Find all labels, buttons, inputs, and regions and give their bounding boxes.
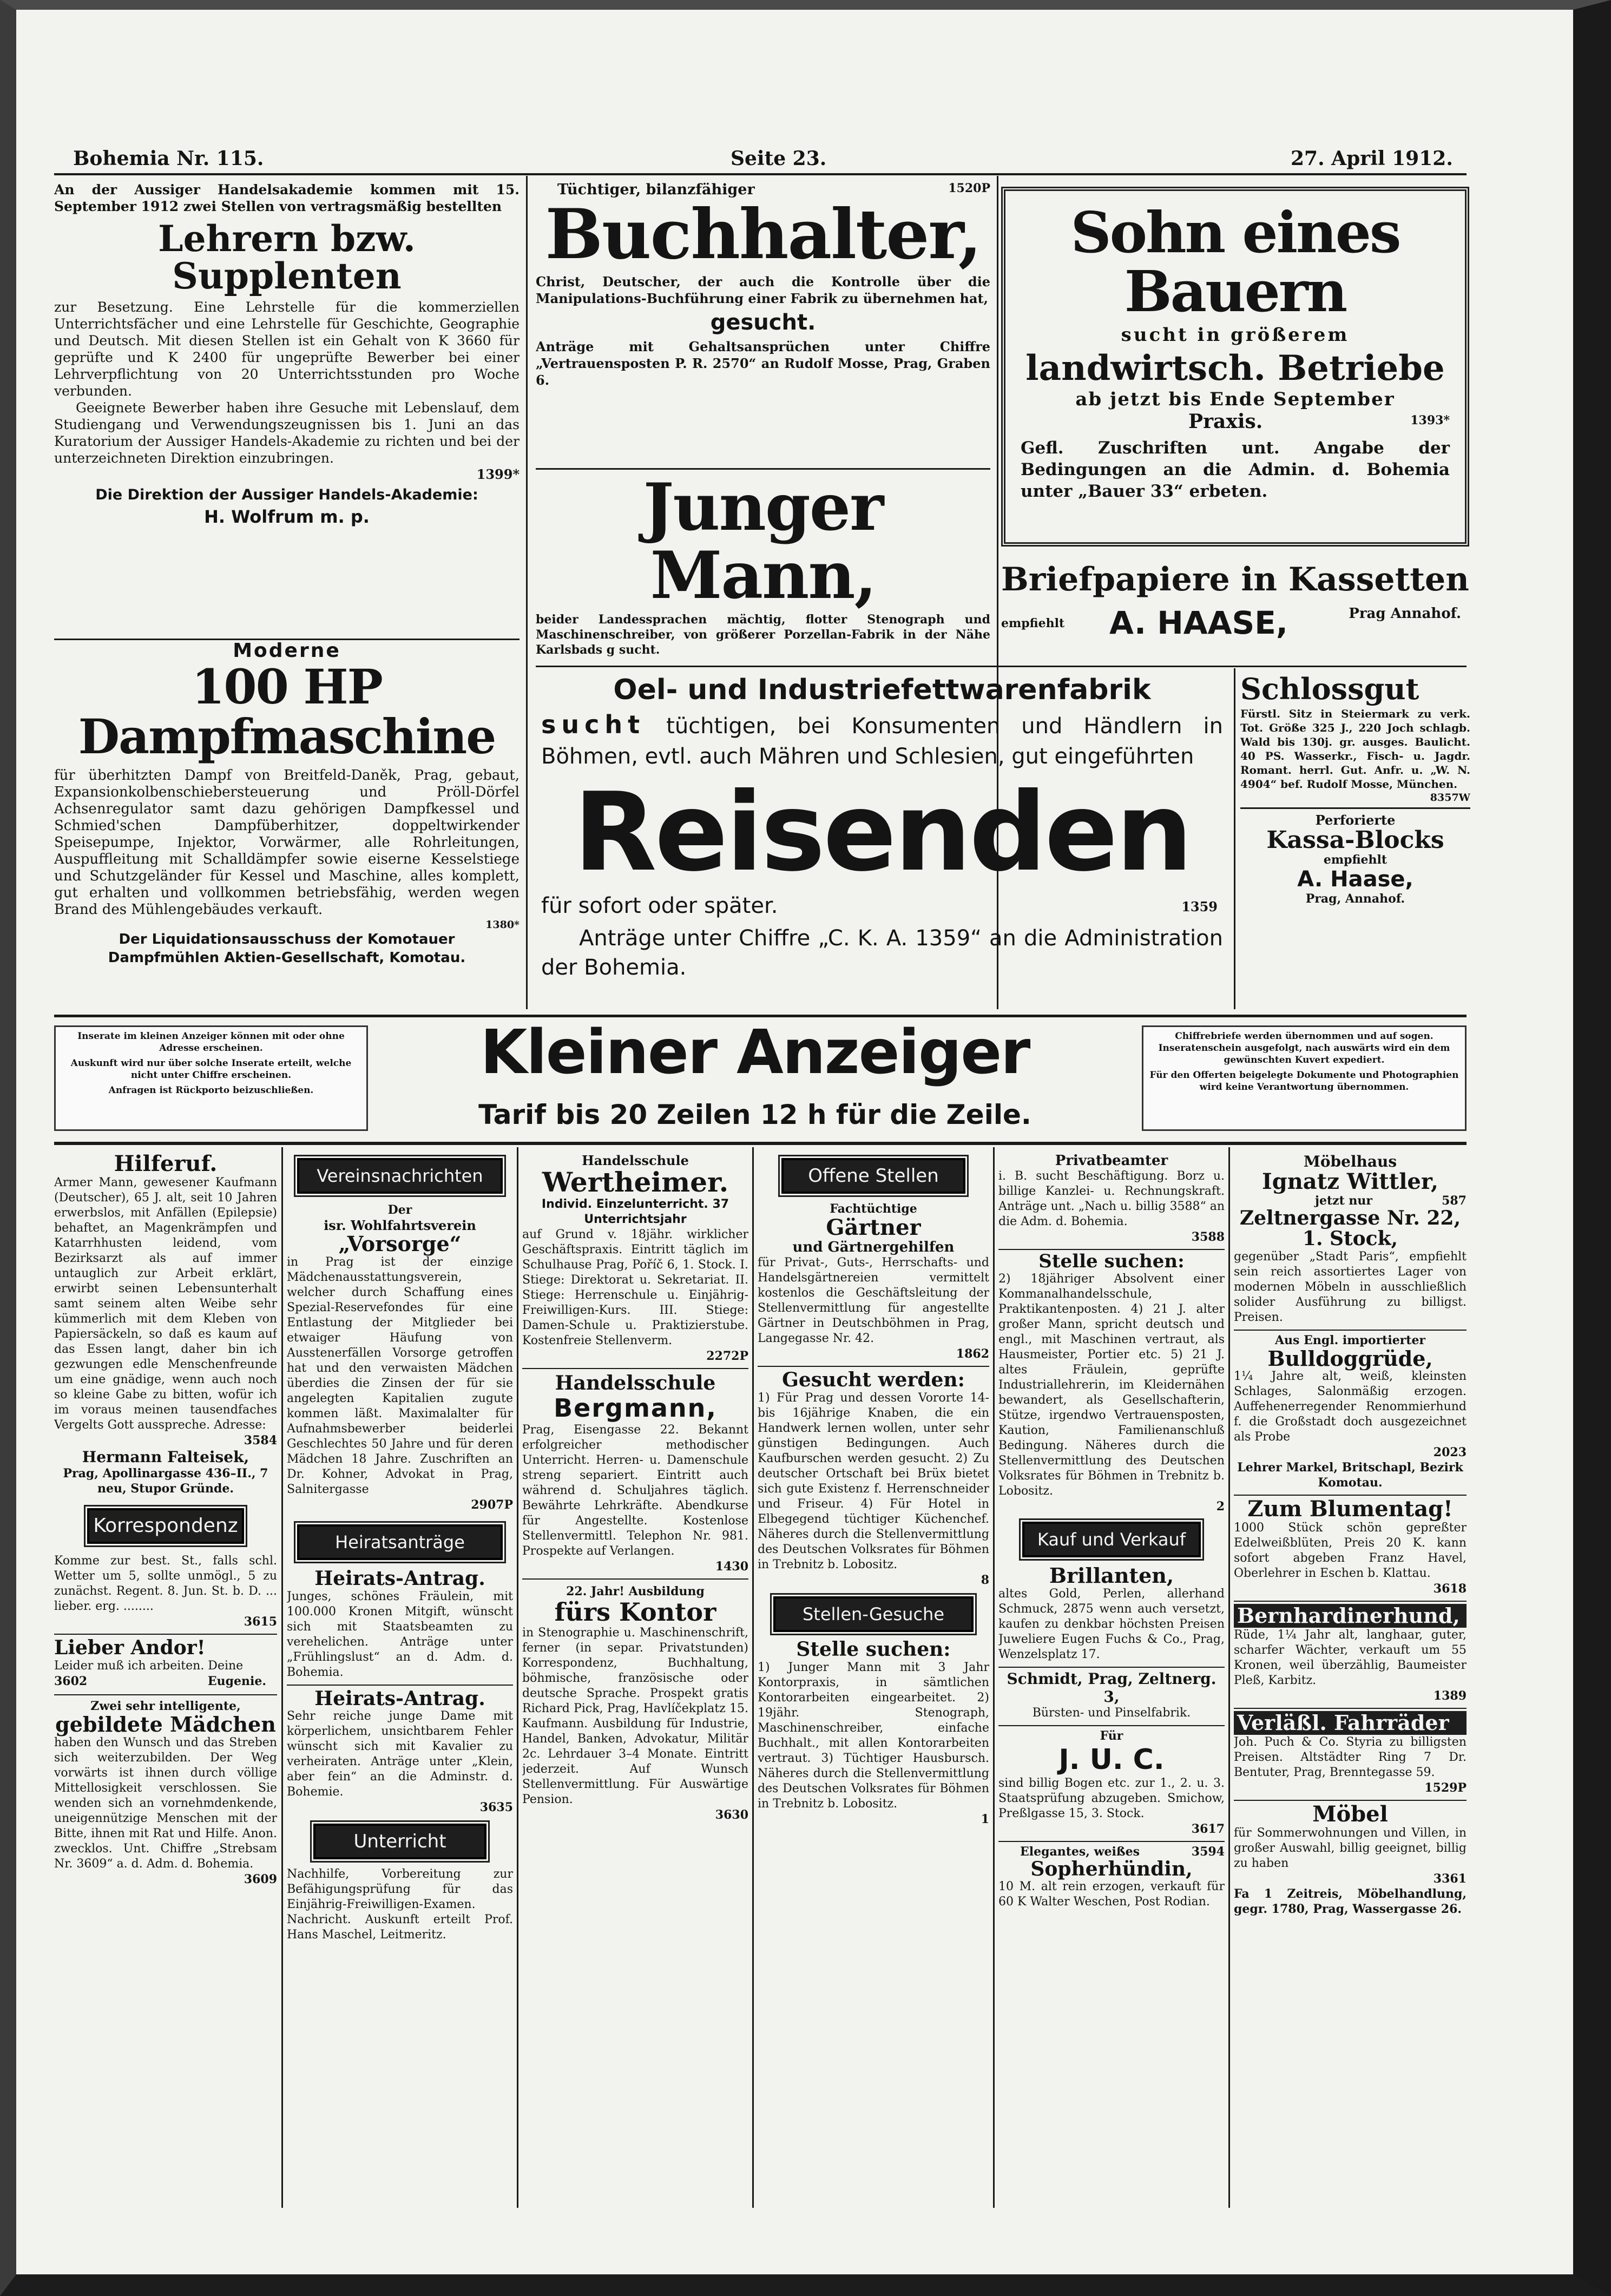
ad-number: 3615 <box>244 1615 277 1629</box>
column-rule <box>1234 668 1235 1009</box>
ad-body: altes Gold, Perlen, allerhand Schmuck, 2875 wenn auch versetzt, kaufen zu denkbar höchsten Preisen Juweliere Eugen Fuchs & Co., Prag, Wenzelsplatz 17. <box>998 1587 1225 1661</box>
ad-body: sind billig Bogen etc. zur 1., 2. u. 3. Staatsprüfung abzugeben. Smichow, Preßlgasse 15, 3. Stock. <box>998 1776 1225 1820</box>
ad-body: in Prag ist der einzige Mädchenausstattungsverein, welcher durch Schaffung eines Spezial-Reservefondes für eine Entlastung der Mitglieder bei etwaiger Häufung von Ausstenerfällen Vorsorge getroffen hat und den verwaisten Mädchen überdies die Zinsen der für sie angelegten Kapitalien zugute kommen läßt. Maximalalter für Aufnahmsbewerber beiderlei Geschlechtes 50 Jahre und für deren Mädchen 18 Jahre. Zuschriften an Dr. Kohner, Advokat in Prag, Salnitergasse <box>287 1255 513 1496</box>
ad-number: 3588 <box>1191 1230 1225 1244</box>
ad-number: 1389 <box>1433 1689 1467 1703</box>
ad-headline: Brillanten, <box>1049 1563 1174 1588</box>
ad-address: Prag, Apollinargasse 436–II., 7 neu, Stupor Gründe. <box>63 1466 268 1496</box>
ad-body: Junges, schönes Fräulein, mit 100.000 Kronen Mitgift, wünscht sich mit Staatsbeamten zu verehelichen. Anträge unter „Frühlingslust“ an d. Adm. d. Bohemia. <box>287 1589 513 1679</box>
ad-number: 1430 <box>715 1560 748 1574</box>
small-ads-col4 <box>758 1153 989 2208</box>
ad-body: Christ, Deutscher, der auch die Kontrolle über die Manipulations-Buchführung einer Fabrik zu übernehmen hat, <box>536 274 990 307</box>
ad-body: Bürsten- und Pinselfabrik. <box>1032 1706 1191 1720</box>
ad-number: 1393* <box>1410 413 1450 428</box>
small-ads-col6 <box>1234 1153 1467 2208</box>
ad-headline: Schmidt, Prag, Zeltnerg. 3, <box>1007 1669 1217 1706</box>
ad-headline: Hilferuf. <box>114 1153 218 1176</box>
ad-reisenden <box>536 674 1228 1009</box>
ad-number: 1520P <box>948 181 990 195</box>
ad-number: 3617 <box>1191 1821 1225 1836</box>
ad-body: haben den Wunsch und das Streben sich weiterzubilden. Der Weg vorwärts ist ihnen durch völlige Mittellosigkeit verschlossen. Sie wenden sich an vornehmdenkende, uneigennützige Menschen mit der Bitte, ihnen mit Rat und Hilfe. Anon. zwecklos. Unt. Chiffre „Strebsam Nr. 3609“ a. d. Adm. d. Bohemia. <box>54 1735 277 1871</box>
ad-body: Armer Mann, gewesener Kaufmann (Deutscher), 65 J. alt, seit 10 Jahren erwerbslos, mit Anfällen (Epilepsie) behaftet, an Magenkrämpfen und Katarrhhusten leidend, vom Bezirksarzt als auf immer untauglich zur Arbeit erklärt, erwirbt seinen Lebensunterhalt samt seinem alten Weibe sehr kümmerlich mit dem Kleben von Papiersäckeln, so daß es kaum auf das Essen langt, daher bin ich gezwungen edle Menschenfreunde um eine gnädige, wenn auch noch so kleine Gabe zu bitten, wofür ich im voraus meinen tausendfaches Vergelts Gott ausspreche. Adresse: <box>54 1176 277 1432</box>
ad-number: 587 <box>1442 1194 1467 1208</box>
ad-headline: Bergmann, <box>554 1393 717 1423</box>
ad-line: Oel- und Industriefettwarenfabrik <box>613 674 1151 706</box>
ad-number: 8357W <box>1430 791 1470 804</box>
section-vereinsnachrichten: Vereinsnachrichten <box>297 1158 503 1194</box>
ad-headline: Junger Mann, <box>643 473 883 614</box>
small-ads-col2 <box>287 1153 513 2208</box>
ad-headline: Sopherhündin, <box>1030 1857 1193 1880</box>
banner-title: Kleiner Anzeiger <box>480 1017 1030 1088</box>
ad-body: sucht tüchtigen, bei Konsumenten und Händlern in Böhmen, evtl. auch Mähren und Schlesien, gut eingeführten <box>541 710 1223 769</box>
divider <box>1240 807 1470 809</box>
ad-line: Der <box>387 1203 412 1217</box>
ad-signature: Eugenie. <box>207 1674 266 1688</box>
ad-headline: gebildete Mädchen <box>55 1712 276 1736</box>
ad-headline: Buchhalter, <box>545 194 981 274</box>
ad-line: ab jetzt bis Ende September <box>1075 389 1395 411</box>
ad-top: Tüchtiger, bilanzfähiger <box>557 181 755 198</box>
ad-line: Praxis. <box>1188 410 1263 433</box>
ad-line: Prag, Annahof. <box>1305 891 1405 906</box>
section-offene-stellen: Offene Stellen <box>781 1158 965 1194</box>
ad-body: Sehr reiche junge Dame mit körperlichem, unsichtbarem Fehler wünscht sich mit Kavalier zu verheiraten. Anträge unter „Klein, aber fein“ an die Adminstr. d. Bohemie. <box>287 1709 513 1799</box>
ad-number: 1862 <box>956 1347 989 1361</box>
ad-signature: Die Direktion der Aussiger Handels-Akademie: <box>95 486 478 503</box>
ad-number: 8 <box>981 1573 989 1587</box>
header-center: Seite 23. <box>731 147 827 170</box>
ad-line: Handelsschule <box>582 1153 689 1168</box>
ad-line: Möbelhaus <box>1303 1153 1397 1170</box>
section-korrespondenz: Korrespondenz <box>87 1508 244 1544</box>
ad-headline: Gesucht werden: <box>782 1369 965 1391</box>
ad-body: zur Besetzung. Eine Lehrstelle für die kommerziellen Unterrichtsfächer und eine Lehrstelle für Geschichte, Geographie und Deutsch. Mit diesen Stellen ist ein Gehalt von K 3660 für geprüfte und K 2400 für ungeprüfte Bewerber bei einer Lehrverpflichtung von 20 Unterrichtsstunden pro Woche verbunden. <box>54 299 520 399</box>
ad-number: 2907P <box>471 1497 513 1512</box>
ad-line: Aus Engl. importierter <box>1274 1333 1426 1347</box>
column-rule <box>1228 1147 1230 2208</box>
banner-tarif: Tarif bis 20 Zeilen 12 h für die Zeile. <box>478 1099 1031 1130</box>
ad-top: Zwei sehr intelligente, <box>90 1699 241 1713</box>
ad-line: Perforierte <box>1315 812 1396 828</box>
ad-top: Moderne <box>233 640 341 662</box>
ad-intro: An der Aussiger Handelsakademie kommen mit 15. September 1912 zwei Stellen von vertragsmäßig bestellten <box>54 182 520 214</box>
column-rule <box>752 1147 754 2208</box>
ad-body: Nachhilfe, Vorbereitung zur Befähigungsprüfung für das Einjährig-Freiwilligen-Examen. Nachricht. Auskunft erteilt Prof. Hans Maschel, Leitmeritz. <box>287 1867 513 1942</box>
ad-body: 2) 18jähriger Absolvent einer Kommanalhandelsschule, Praktikantenposten. 4) 21 J. alter großer Mann, spricht deutsch und engl., mit Maschinen vertraut, als Hausmeister, Portier etc. 5) 21 J. altes Fräulein, geprüfte Industriallehrerin, im Kleidernähen bewandert, als Gesellschafterin, Stütze, irgendwo Vertrauensposten, Kaution, Familienanschluß Bedingung. Näheres durch die Stellenvermittlung des Deutschen Volksrates für Böhmen in Trebnitz b. Lobositz. <box>998 1272 1225 1498</box>
ad-headline: Ignatz Wittler, <box>1262 1169 1438 1194</box>
ad-headline: Zum Blumentag! <box>1247 1496 1453 1522</box>
ad-headline: Wertheimer. <box>542 1166 729 1198</box>
ad-number: 1 <box>981 1812 989 1826</box>
ad-number: 1399* <box>476 466 520 482</box>
ad-name: A. HAASE, <box>1109 604 1288 641</box>
ad-signature: Der Liquidationsausschuss der Komotauer <box>119 931 455 948</box>
ad-wanted: gesucht. <box>710 310 816 335</box>
ad-body: in Stenographie u. Maschinenschrift, ferner (in separ. Privatstunden) Korrespondenz, Buchhaltung, böhmische, französische oder deutsche Sprache. Prospekt gratis Richard Pick, Prag, Havlíčekplatz 15. Kaufmann. Ausbildung für Industrie, Handel, Banken, Advokatur, Militär 2c. Lehrdauer 3–4 Monate. Eintritt jederzeit. Auf Wunsch Stellenvermittlung. Für Auswärtige Pension. <box>522 1626 748 1806</box>
section-kauf-und-verkauf: Kauf und Verkauf <box>1022 1522 1201 1557</box>
ad-body: Komme zur best. St., falls schl. Wetter um 5, sollte unmögl., 5 zu zunächst. Regent. 8. Jun. St. b. D. ... lieber. erg. ........ <box>54 1554 277 1613</box>
ad-body: Rüde, 1¼ Jahr alt, langhaar, guter, scharfer Wächter, verkauft um 55 Kronen, weil überzählig, Baumeister Pleß, Karbitz. <box>1234 1628 1467 1688</box>
ad-reply: Anträge mit Gehaltsansprüchen unter Chiffre „Vertrauensposten P. R. 2570“ an Rudolf Mosse, Prag, Graben 6. <box>536 339 990 389</box>
ad-number: 3602 <box>54 1674 88 1688</box>
header-right: 27. April 1912. <box>1291 147 1453 170</box>
ad-line: Handelsschule <box>555 1371 716 1394</box>
ad-number: 1359 <box>1181 899 1218 915</box>
ad-headline: Heirats-Antrag. <box>314 1687 485 1710</box>
ad-body: Joh. Puch & Co. Styria zu billigsten Preisen. Altstädter Ring 7 Dr. Bentuter, Prag, Brenntegasse 59. <box>1234 1735 1467 1780</box>
section-unterricht: Unterricht <box>313 1824 486 1859</box>
ad-body: 1000 Stück schön gepreßter Edelweißblüten, Preis 20 K. kann sofort abgeben Franz Havel, Oberlehrer in Eschen b. Klattau. <box>1234 1521 1467 1581</box>
ad-line: Prag Annahof. <box>1349 606 1461 622</box>
ad-briefpapiere <box>1001 563 1469 657</box>
header-left: Bohemia Nr. 115. <box>73 147 264 170</box>
ad-line: Individ. Einzelunterricht. 37 Unterrichtsjahr <box>541 1197 729 1226</box>
ad-line: isr. Wohlfahrtsverein <box>324 1218 476 1233</box>
ad-number: 3594 <box>1191 1844 1225 1859</box>
ad-number: 1380* <box>485 918 520 931</box>
ad-line: für sofort oder später. <box>541 893 778 918</box>
ad-headline: Bernhardinerhund, <box>1234 1604 1467 1628</box>
ad-headline: Sohn eines Bauern <box>1070 199 1400 325</box>
section-heiratsantraege: Heiratsanträge <box>297 1524 503 1560</box>
ad-junger-mann <box>536 473 990 657</box>
column-rule <box>281 1147 283 2208</box>
ad-line: sucht in größerem <box>1121 324 1350 346</box>
small-ads-col5 <box>998 1153 1225 2208</box>
ad-number: 3630 <box>715 1807 748 1822</box>
ad-headline: J. U. C. <box>1058 1743 1165 1776</box>
ad-headline: Möbel <box>1312 1801 1388 1827</box>
divider <box>536 468 990 470</box>
ad-line: 22. Jahr! Ausbildung <box>566 1584 705 1599</box>
ad-body: Prag, Eisengasse 22. Bekannt erfolgreicher methodischer Unterricht. Herren- u. Damenschule streng separiert. Eintritt auch während d. Schuljahres täglich. Bewährte Lehrkräfte. Abendkurse für Angestellte. Kostenlose Stellenvermittl. Telephon Nr. 981. Prospekte auf Verlangen. <box>522 1423 748 1558</box>
ad-headline: Schlossgut <box>1240 674 1419 706</box>
header-rule <box>54 173 1467 175</box>
ad-body: auf Grund v. 18jähr. wirklicher Geschäftspraxis. Eintritt täglich im Schulhause Prag, Poříč 6, 1. Stock. I. Stiege: Direktorat u. Sekretariat. II. Stiege: Herrenschule u. Einjährig-Freiwilligen-Kurs. III. Stiege: Damen-Schule u. Praktizierstube. Kostenfreie Stellenverm. <box>522 1227 748 1347</box>
ad-buchhalter <box>536 181 990 463</box>
ad-body: Gefl. Zuschriften unt. Angabe der Bedingungen an die Admin. d. Bohemia unter „Bauer 33“ erbeten. <box>1021 438 1450 502</box>
banner-info-right: Chiffrebriefe werden übernommen und auf sogen. Inseratenschein ausgefolgt, nach auswärts wird ein dem gewünschten Kuvert expediert. Für den Offerten beigelegte Dokumente und Photographien wird keine Verantwortung übernommen. <box>1142 1025 1467 1131</box>
ad-body: 1¼ Jahre alt, weiß, kleinsten Schlages, Salonmäßig erzogen. Auffehenerregender Renommierhund f. die Großstadt doch ausgezeichnet als Probe <box>1234 1370 1467 1444</box>
ad-signature: Lehrer Markel, Britschapl, Bezirk Komotau. <box>1237 1461 1463 1490</box>
ad-number: 3618 <box>1433 1582 1467 1596</box>
ad-supplenten <box>54 181 520 641</box>
ad-line: empfiehlt <box>1001 616 1065 630</box>
banner-info-left: Inserate im kleinen Anzeiger können mit oder ohne Adresse erscheinen. Auskunft wird nur über solche Inserate erteilt, welche nicht unter Chiffre erscheinen. Anfragen ist Rückporto beizuschließen. <box>54 1025 368 1131</box>
ad-body: Geeignete Bewerber haben ihre Gesuche mit Lebenslauf, dem Studiengang und Verwendungszeugnissen bis 1. Juni an das Kuratorium der Aussiger Handels-Akademie zu richten und bei der unterzeichneten Direktion einzubringen. <box>54 399 520 466</box>
column-rule <box>517 1147 518 2208</box>
ad-body: für Sommerwohnungen und Villen, in großer Auswahl, billig geeignet, billig zu haben <box>1234 1826 1467 1871</box>
small-ads-col1 <box>54 1153 277 2208</box>
ad-line: Privatbeamter <box>1055 1153 1168 1169</box>
ad-body: für überhitzten Dampf von Breitfeld-Daněk, Prag, gebaut, Expansionkolbenschiebersteuerung und Pröll-Dörfel Achsenregulator samt dazu gehörigen Dampfkessel und Schmied'schen Dampfüberhitzer, doppeltwirkender Speisepumpe, Injektor, Vorwärmer, alle Rohrleitungen, Auspuffleitung mit Schalldämpfer sowie eiserne Kesselstiege und Schutzgeländer für Kessel und Maschine, alles komplett, gut erhalten und vollkommen betriebsfähig, werden wegen Brand des Mühlengebäudes verkauft. <box>54 767 520 918</box>
ad-body: für Privat-, Guts-, Herrschafts- und Handelsgärtnereien vermittelt kostenlos die Geschäftsleitung der Stellenvermittlung für angestellte Gärtner in Deutschböhmen in Prag, Langegasse Nr. 42. <box>758 1256 989 1345</box>
ad-signature: Hermann Falteisek, <box>82 1448 249 1466</box>
ad-number: 3609 <box>244 1872 277 1886</box>
ad-line: jetzt nur <box>1315 1194 1373 1208</box>
ad-name: A. Haase, <box>1297 866 1413 892</box>
ad-body: 1) Junger Mann mit 3 Jahr Kontorpraxis, in sämtlichen Kontorarbeiten eingearbeitet. 2) 19jähr. Stenograph, Maschinenschreiber, einfache Buchhalt., mit allen Kontorarbeiten vertraut. 3) Tüchtiger Hausbursch. Näheres durch die Stellenvermittlung des Deutschen Volksrates für Böhmen in Trebnitz b. Lobositz. <box>758 1660 989 1811</box>
ad-line: und Gärtnergehilfen <box>792 1239 955 1255</box>
ad-headline: fürs Kontor <box>554 1597 716 1627</box>
ad-body: beider Landessprachen mächtig, flotter Stenograph und Maschinenschreiber, von größerer Porzellan-Fabrik in der Nähe Karlsbads g sucht. <box>536 613 990 657</box>
ad-headline: Heirats-Antrag. <box>314 1567 485 1590</box>
ad-headline: Kassa-Blocks <box>1266 826 1444 854</box>
divider <box>536 666 1467 667</box>
ad-headline: 100 HP Dampfmaschine <box>78 659 496 765</box>
ad-body: gegenüber „Stadt Paris“, empfiehlt sein reich assortiertes Lager von modernen Möbeln in ausschließlich solider Ausführung zu billigst. Preisen. <box>1234 1249 1467 1324</box>
banner-rule <box>54 1142 1467 1145</box>
ad-address: Zeltnergasse Nr. 22, 1. Stock, <box>1239 1207 1461 1250</box>
ad-body: 1) Für Prag und dessen Vororte 14- bis 16jährige Knaben, die ein Handwerk lernen wollen, unter sehr günstigen Bedingungen. Auch Kaufburschen werden gesucht. 2) Zu deutscher Ortschaft bei Brüx bietet sich gute Existenz f. Herrenschneider und Friseur. 4) Für Hotel in Elbegegend tüchtiger Küchenchef. Näheres durch die Stellenvermittlung des Deutschen Volksrates für Böhmen in Trebnitz b. Lobositz. <box>758 1391 989 1571</box>
small-ads-col3 <box>522 1153 748 2208</box>
ad-headline: Stelle suchen: <box>796 1637 951 1661</box>
ad-signature: H. Wolfrum m. p. <box>204 506 370 527</box>
ad-body: 10 M. alt rein erzogen, verkauft für 60 K Walter Weschen, Post Rodian. <box>998 1880 1225 1909</box>
ad-sohn-bauern <box>1001 187 1469 547</box>
ad-headline: Lehrern bzw. Supplenten <box>158 218 416 298</box>
ad-headline: Lieber Andor! <box>54 1636 206 1659</box>
ad-line: Für <box>1100 1728 1123 1743</box>
column-rule <box>526 176 528 1009</box>
ad-dampfmaschine <box>54 640 520 1013</box>
ad-line: Fachtüchtige <box>830 1202 917 1216</box>
ad-signature: Dampfmühlen Aktien-Gesellschaft, Komotau. <box>108 949 466 966</box>
ad-line: empfiehlt <box>1323 852 1388 867</box>
ad-reply: Anträge unter Chiffre „C. K. A. 1359“ an die Administration der Bohemia. <box>541 926 1223 980</box>
ad-body: Fürstl. Sitz in Steiermark zu verk. Tot. Größe 325 J., 220 Joch schlagb. Wald bis 130j. gr. ausges. Baulicht. 40 PS. Wasserkr., Fisch- u. Jagdr. Romant. herrl. Gut. Anfr. u. „W. N. 4904“ bef. Rudolf Mosse, München. <box>1240 707 1470 791</box>
ad-headline: Reisenden <box>573 769 1191 896</box>
ad-headline: Stelle suchen: <box>1038 1251 1185 1272</box>
ad-number: 2023 <box>1433 1445 1467 1460</box>
ad-headline: „Vorsorge“ <box>338 1232 462 1256</box>
section-stellen-gesuche: Stellen-Gesuche <box>773 1596 974 1632</box>
ad-body: Fa 1 Zeitreis, Möbelhandlung, gegr. 1780, Prag, Wassergasse 26. <box>1234 1887 1467 1917</box>
ad-body: i. B. sucht Beschäftigung. Borz u. billige Kanzlei- u. Rechnungskraft. Anträge unt. „Nach u. billig 3588“ an die Adm. d. Bohemia. <box>998 1169 1225 1228</box>
ad-headline: Briefpapiere in Kassetten <box>1001 563 1469 598</box>
ad-headline: Verläßl. Fahrräder <box>1234 1711 1467 1735</box>
ad-headline: Bulldoggrüde, <box>1267 1346 1433 1371</box>
ad-schlossgut <box>1240 674 1470 1009</box>
ad-number: 3635 <box>479 1800 513 1815</box>
ad-number: 2272P <box>706 1348 748 1363</box>
ad-number: 3361 <box>1433 1872 1467 1886</box>
ad-body: Leider muß ich arbeiten. Deine <box>54 1659 244 1673</box>
ad-number: 3584 <box>244 1433 277 1448</box>
ad-line: landwirtsch. Betriebe <box>1025 348 1445 389</box>
ad-number: 2 <box>1216 1499 1225 1514</box>
column-rule <box>993 1147 995 2208</box>
ad-headline: Gärtner <box>826 1215 921 1240</box>
ad-number: 1529P <box>1424 1781 1467 1795</box>
ad-line: Elegantes, weißes <box>1020 1844 1140 1859</box>
